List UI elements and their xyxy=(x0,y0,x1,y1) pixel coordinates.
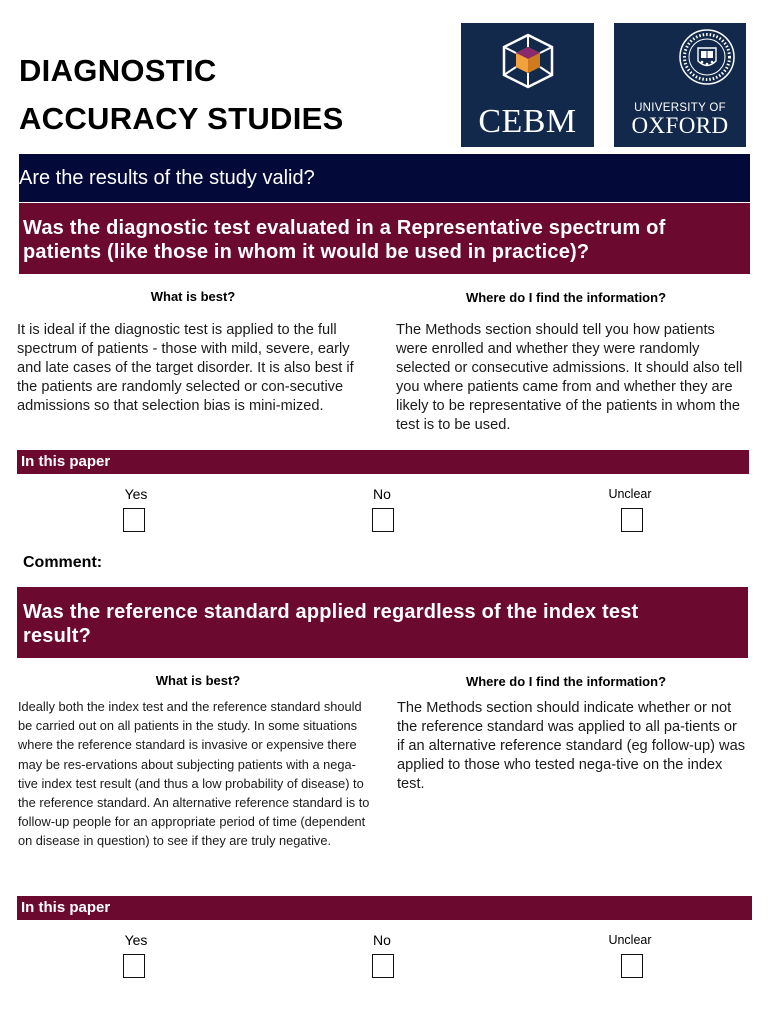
q1-what-is-best-heading: What is best? xyxy=(150,289,236,304)
q1-in-this-paper-band: In this paper xyxy=(17,450,749,474)
q2-option-yes-label: Yes xyxy=(124,932,148,948)
question-1-band xyxy=(19,203,750,274)
q2-unclear-checkbox[interactable] xyxy=(621,954,643,978)
q2-where-heading: Where do I find the information? xyxy=(465,674,667,689)
oxford-crest-icon xyxy=(678,28,736,86)
question-2-text: Was the reference standard applied regardless of the index test result? xyxy=(23,601,639,647)
q1-option-no-label: No xyxy=(373,486,391,502)
q1-what-is-best-text: It is ideal if the diagnostic test is applied to the full spectrum of patients - those with mild, severe, early and late cases of the target disorder. It is also best if the patients are randomly selected or con-secutive admissions so that selection bias is mini-mized. xyxy=(17,322,354,414)
cebm-cube-logo-icon xyxy=(496,29,560,99)
oxford-logo-big-text: OXFORD xyxy=(631,113,729,138)
q2-yes-checkbox[interactable] xyxy=(123,954,145,978)
section-heading: Are the results of the study valid? xyxy=(19,167,315,189)
q1-where-text: The Methods section should tell you how patients were enrolled and whether they were randomly selected or consecutive admissions. It should also tell you where patients came from and whether they are likely to be representative of the patients in whom the test is to be used. xyxy=(396,322,743,433)
section-heading-band xyxy=(19,154,750,202)
title-line-1: DIAGNOSTIC xyxy=(19,53,217,88)
q1-option-yes-label: Yes xyxy=(124,486,148,502)
question-2-band xyxy=(17,587,748,658)
q2-what-is-best-text: Ideally both the index test and the reference standard should be carried out on all patients in the study. In some situations where the reference standard is invasive or expensive there may be res-ervations about subjecting patients with a nega-tive index test result (and thus a low probability of disease) to the reference standard. An alternative reference standard is to follow-up people for an appropriate period of time (dependent on disease in question) to see if they are truly negative. xyxy=(18,699,370,849)
oxford-logo xyxy=(614,23,746,147)
q2-no-checkbox[interactable] xyxy=(372,954,394,978)
q1-no-checkbox[interactable] xyxy=(372,508,394,532)
q2-in-this-paper-band: In this paper xyxy=(17,896,752,920)
q2-what-is-best-heading: What is best? xyxy=(155,673,241,688)
q2-where-text: The Methods section should indicate whether or not the reference standard was applied to all pa-tients or if an alternative reference standard (eg follow-up) was applied to those who tested nega-tive on the index test. xyxy=(397,700,745,792)
q1-unclear-checkbox[interactable] xyxy=(621,508,643,532)
comment-label: Comment: xyxy=(23,554,103,571)
cebm-logo xyxy=(461,23,594,147)
q1-yes-checkbox[interactable] xyxy=(123,508,145,532)
q1-where-heading: Where do I find the information? xyxy=(465,290,667,305)
title-line-2: ACCURACY STUDIES xyxy=(19,101,344,136)
q2-option-no-label: No xyxy=(373,932,391,948)
oxford-logo-small-text: UNIVERSITY OF xyxy=(634,102,726,114)
q2-option-unclear-label: Unclear xyxy=(608,933,652,947)
question-1-text: Was the diagnostic test evaluated in a Representative spectrum of patients (like those in whom it would be used in practice)? xyxy=(23,217,666,263)
q1-option-unclear-label: Unclear xyxy=(608,487,652,501)
cebm-logo-text: CEBM xyxy=(478,103,577,140)
